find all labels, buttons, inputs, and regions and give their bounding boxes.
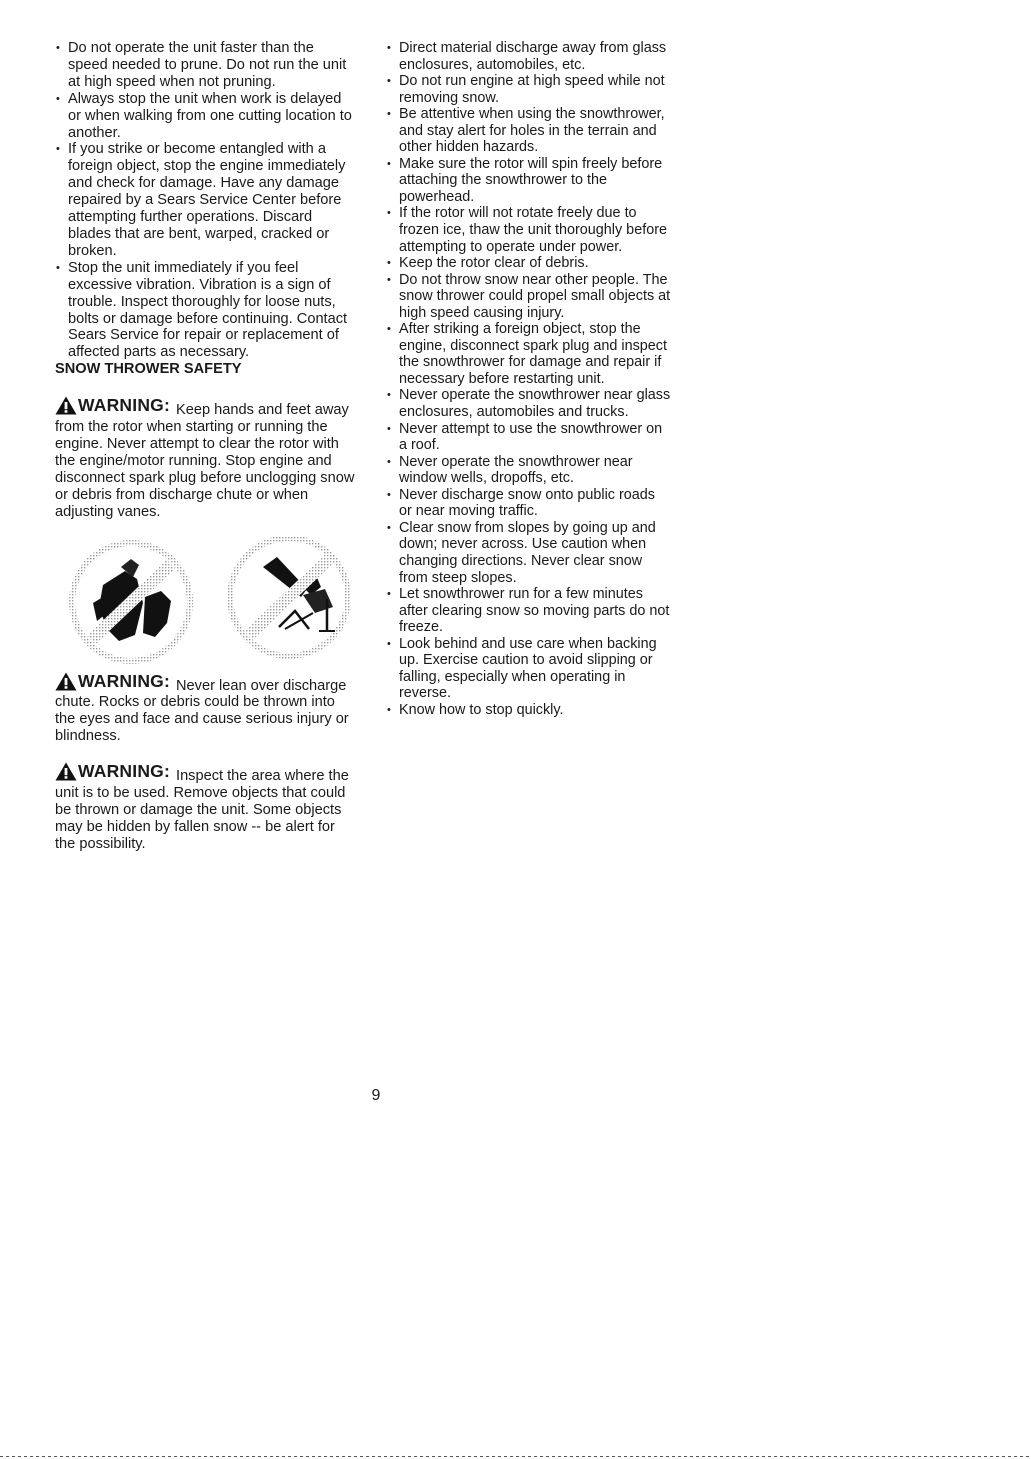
right-bullet-list <box>386 40 671 718</box>
list-item: • Never discharge snow onto public roads or near moving traffic. <box>386 487 671 520</box>
list-item: • Never operate the snowthrower near glass enclosures, automobiles and trucks. <box>386 387 671 420</box>
warning-label: WARNING: <box>78 670 171 691</box>
section-heading: SNOW THROWER SAFETY <box>55 361 242 378</box>
list-item: • Be attentive when using the snowthrower, and stay alert for holes in the terrain and other hidden hazards. <box>386 106 671 156</box>
list-item: • Know how to stop quickly. <box>386 702 671 719</box>
safety-illustration <box>63 537 355 667</box>
list-item: • Keep the rotor clear of debris. <box>386 255 671 272</box>
warning-triangle-icon <box>55 762 77 781</box>
list-item: • Let snowthrower run for a few minutes after clearing snow so moving parts do not freeze. <box>386 586 671 636</box>
list-item: • Clear snow from slopes by going up and down; never across. Use caution when changing directions. Never clear snow from steep slopes. <box>386 520 671 586</box>
warning-text: Keep hands and feet away from the rotor when starting or running the engine. Never attempt to clear the rotor with the engine/motor running. Stop engine and disconnect spark plug before unclogging snow or debris from discharge chute or when adjusting vanes. <box>55 402 355 520</box>
warning-text: Never lean over discharge chute. Rocks or debris could be thrown into the eyes and face and cause serious injury or blindness. <box>55 677 349 745</box>
warning-triangle-icon <box>55 672 77 691</box>
list-item: • Always stop the unit when work is delayed or when walking from one cutting location to another. <box>55 91 355 142</box>
list-item: • If you strike or become entangled with a foreign object, stop the engine immediately and check for damage. Have any damage repaired by a Sears Service Center before attempting further operations. Discard blades that are bent, warped, cracked or broken. <box>55 141 355 259</box>
page-number: 9 <box>371 1087 381 1104</box>
warning-text: Inspect the area where the unit is to be used. Remove objects that could be thrown or damage the unit. Some objects may be hidden by fallen snow -- be alert for the possibility. <box>55 768 349 852</box>
list-item: • Look behind and use care when backing up. Exercise caution to avoid slipping or falling, especially when operating in reverse. <box>386 636 671 702</box>
warning-paragraph <box>55 761 355 853</box>
warning-label: WARNING: <box>78 395 171 416</box>
left-bullet-list <box>55 40 355 361</box>
prohibition-hand-icon <box>69 540 193 664</box>
list-item: • Never operate the snowthrower near window wells, dropoffs, etc. <box>386 454 671 487</box>
list-item: • Do not operate the unit faster than the speed needed to prune. Do not run the unit at high speed when not pruning. <box>55 40 355 91</box>
warning-triangle-icon <box>55 396 77 415</box>
page-bottom-rule <box>0 1456 1031 1457</box>
right-column <box>386 40 671 718</box>
list-item: • Never attempt to use the snowthrower on a roof. <box>386 421 671 454</box>
warning-paragraph <box>55 671 355 746</box>
list-item: • After striking a foreign object, stop the engine, disconnect spark plug and inspect the snowthrower for damage and repair if necessary before restarting unit. <box>386 321 671 387</box>
list-item: • Do not run engine at high speed while not removing snow. <box>386 73 671 106</box>
prohibition-foot-icon <box>227 537 351 659</box>
left-column <box>55 40 355 853</box>
list-item: • If the rotor will not rotate freely due to frozen ice, thaw the unit thoroughly before attempting to operate under power. <box>386 205 671 255</box>
warning-label: WARNING: <box>78 761 171 782</box>
list-item: • Make sure the rotor will spin freely before attaching the snowthrower to the powerhead. <box>386 156 671 206</box>
list-item: • Direct material discharge away from glass enclosures, automobiles, etc. <box>386 40 671 73</box>
list-item: • Stop the unit immediately if you feel excessive vibration. Vibration is a sign of trouble. Inspect thoroughly for loose nuts, bolts or damage before continuing. Contact Sears Service for repair or replacement of affected parts as necessary. <box>55 260 355 361</box>
warning-paragraph <box>55 395 355 520</box>
list-item: • Do not throw snow near other people. The snow thrower could propel small objects at high speed causing injury. <box>386 272 671 322</box>
